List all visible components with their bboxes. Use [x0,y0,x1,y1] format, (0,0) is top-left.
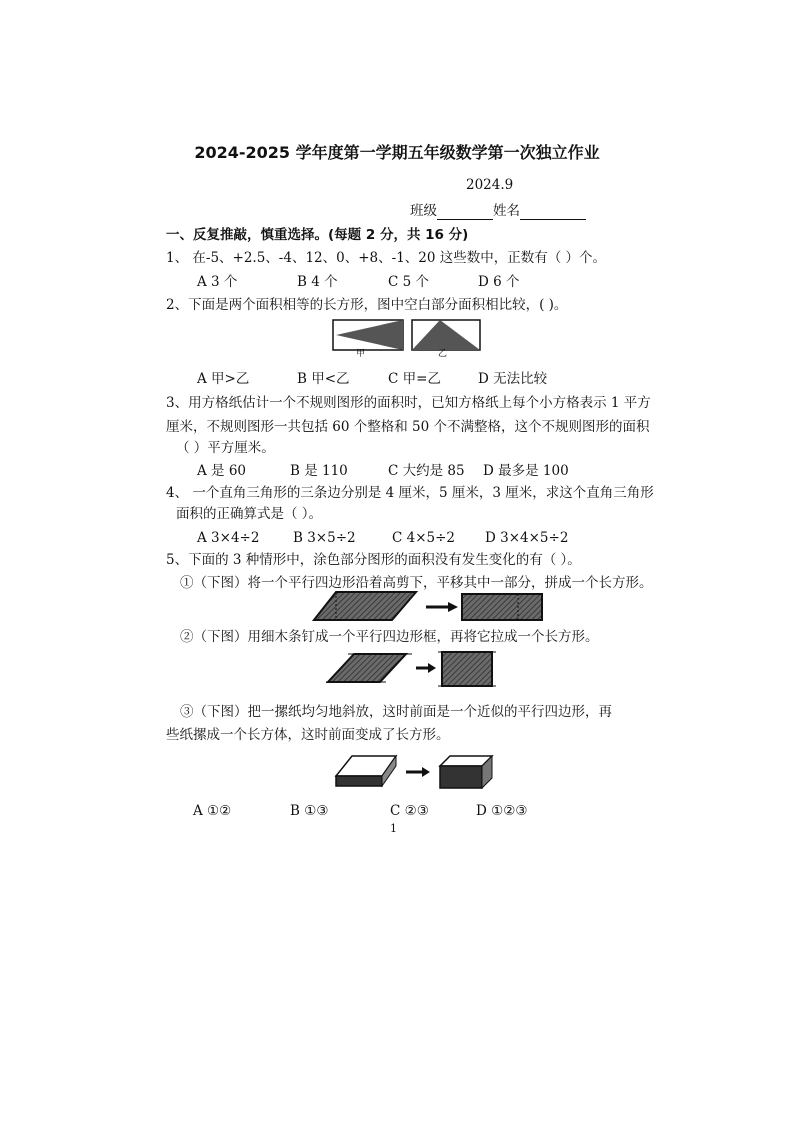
q1-option-a: A 3 个 [197,274,238,290]
q2-option-a: A 甲>乙 [197,371,250,387]
q5-option-b: B ①③ [290,803,329,819]
label-yi: 乙 [438,349,448,359]
case-2-figure [326,648,498,692]
question-3-line-3: （ ）平方厘米。 [176,440,275,456]
arrow-3-head-icon [422,767,430,777]
rectangle-result-icon [462,594,542,620]
question-5: 5、下面的 3 种情形中，涂色部分图形的面积没有发生变化的有（ ）。 [166,552,581,568]
page-title: 2024-2025 学年度第一学期五年级数学第一次独立作业 [194,143,600,162]
name-label: 姓名 [493,203,520,219]
case-3-figure [330,752,500,794]
question-3-line-2: 厘米，不规则图形一共包括 60 个整格和 50 个不满整格，这个不规则图形的面积 [166,419,650,435]
q2-option-b: B 甲<乙 [297,371,350,387]
question-5-case-3-line-2: 些纸摞成一个长方体，这时前面变成了长方形。 [166,727,450,743]
q4-option-a: A 3×4÷2 [197,530,260,546]
paper-stack-slanted-icon [336,776,382,786]
parallelogram-icon [314,592,416,620]
cuboid-front-icon [440,766,482,788]
question-4-line-2: 面积的正确算式是（ ）。 [176,506,323,522]
student-info [410,202,586,220]
q5-option-a: A ①② [193,803,232,819]
q1-option-b: B 4 个 [297,274,338,290]
rectangle-frame-icon [442,652,492,686]
q1-option-d: D 6 个 [478,274,520,290]
section-heading: 一、反复推敲，慎重选择。(每题 2 分，共 16 分) [166,227,469,243]
question-5-case-2: ②（下图）用细木条钉成一个平行四边形框，再将它拉成一个长方形。 [180,629,599,645]
q4-option-d: D 3×4×5÷2 [485,530,569,546]
q3-option-c: C 大约是 85 [388,463,465,479]
question-1: 1、 在-5、+2.5、-4、12、0、+8、-1、20 这些数中，正数有（ ）个。 [166,250,607,266]
q2-option-c: C 甲=乙 [388,371,441,387]
q1-option-c: C 5 个 [388,274,430,290]
question-5-case-1: ①（下图）将一个平行四边形沿着高剪下，平移其中一部分，拼成一个长方形。 [180,575,653,591]
q4-option-c: C 4×5÷2 [392,530,456,546]
case-1-figure [312,590,544,624]
question-3-line-1: 3、用方格纸估计一个不规则图形的面积时，已知方格纸上每个小方格表示 1 平方 [166,395,651,411]
q2-rectangles-figure [332,318,482,358]
q3-option-a: A 是 60 [197,463,247,479]
question-2: 2、下面是两个面积相等的长方形，图中空白部分面积相比较，( )。 [166,297,568,313]
q3-option-d: D 最多是 100 [483,463,569,479]
q5-option-c: C ②③ [390,803,429,819]
name-blank [520,205,586,220]
arrow-2-head-icon [428,663,436,673]
q2-option-d: D 无法比较 [478,371,548,387]
question-5-case-3-line-1: ③（下图）把一摞纸均匀地斜放，这时前面是一个近似的平行四边形，再 [180,704,612,720]
date: 2024.9 [466,177,514,193]
arrow-head-icon [448,602,458,612]
q3-option-b: B 是 110 [290,463,348,479]
q4-option-b: B 3×5÷2 [293,530,356,546]
class-blank [437,205,493,220]
page-number: 1 [390,822,397,835]
question-4-line-1: 4、 一个直角三角形的三条边分别是 4 厘米，5 厘米，3 厘米，求这个直角三角形 [166,485,654,501]
label-jia: 甲 [356,349,366,359]
q5-option-d: D ①②③ [476,803,528,819]
class-label: 班级 [410,203,437,219]
parallelogram-frame-icon [328,654,406,682]
